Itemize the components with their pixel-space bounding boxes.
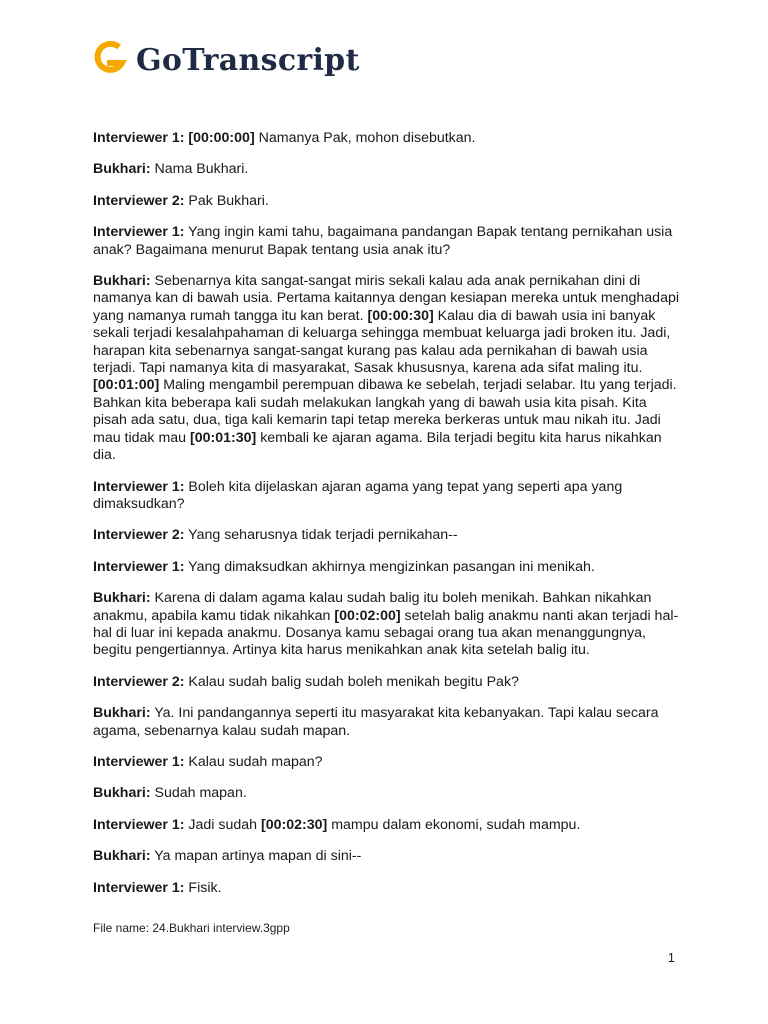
utterance-text: Yang seharusnya tidak terjadi pernikahan-- [184,527,458,544]
transcript-paragraph [93,817,683,834]
transcript-paragraph [93,705,683,740]
transcript-paragraph [93,559,683,576]
transcript-paragraph [93,590,683,660]
transcript-paragraph [93,754,683,771]
gotranscript-logo-icon [92,38,128,82]
transcript-paragraph [93,785,683,802]
transcript-body [93,130,683,911]
speaker-label: Interviewer 1: [93,816,185,833]
transcript-paragraph [93,479,683,514]
utterance-text: Jadi sudah [184,816,261,833]
transcript-paragraph [93,880,683,897]
transcript-paragraph [93,674,683,691]
utterance-text: Kalau dia di bawah usia ini banyak sekali terjadi kesalahpahaman di keluarga sehingga membuat keluarga jadi broken itu. Jadi, harapan kita sebenarnya sangat-sangat kurang pas kalau ada pernikahan di bawah usia terjadi. Tapi namanya kita di masyarakat, Sasak khususnya, karena ada sifat maling itu. [93,307,671,377]
utterance-text: Sebenarnya kita sangat-sangat miris sekali kalau ada anak pernikahan dini di namanya kan di bawah usia. Pertama kaitannya dengan kesiapan mereka untuk menghadapi yang namanya rumah tangga itu kan berat. [93,273,680,324]
utterance-text: mampu dalam ekonomi, sudah mampu. [327,816,581,833]
timestamp: [00:02:30] [261,816,328,833]
speaker-label: Bukhari: [93,705,151,722]
speaker-label: Interviewer 1: [93,558,185,575]
timestamp: [00:00:30] [367,307,434,324]
transcript-paragraph [93,273,683,464]
speaker-label: Interviewer 1: [93,478,185,495]
speaker-label: Bukhari: [93,785,151,802]
utterance-text: Sudah mapan. [150,785,247,802]
utterance-text: Ya. Ini pandangannya seperti itu masyarakat kita kebanyakan. Tapi kalau secara agama, sebenarnya kalau sudah mapan. [93,705,659,739]
speaker-label: Interviewer 2: [93,192,185,209]
utterance-text: Kalau sudah balig sudah boleh menikah begitu Pak? [184,673,519,690]
utterance-text: setelah balig anakmu nanti akan terjadi hal-hal di luar ini kepada anakmu. Dosanya kamu sebagai orang tua akan menanggungnya, begitu pengertiannya. Artinya kita harus menikahkan anak kita setelah balig itu. [93,607,679,659]
speaker-label: Interviewer 2: [93,527,185,544]
transcript-paragraph [93,848,683,865]
utterance-text: Ya mapan artinya mapan di sini-- [150,848,362,865]
utterance-text: Yang dimaksudkan akhirnya mengizinkan pasangan ini menikah. [184,558,595,575]
utterance-text: kembali ke ajaran agama. Bila terjadi begitu kita harus nikahkan dia. [93,429,662,464]
utterance-text: Boleh kita dijelaskan ajaran agama yang tepat yang seperti apa yang dimaksudkan? [93,478,623,512]
speaker-label: Interviewer 1: [93,879,185,896]
page-number: 1 [667,950,675,965]
timestamp: [00:02:00] [334,607,401,624]
transcript-paragraph [93,130,683,147]
speaker-label: Bukhari: [93,848,151,865]
utterance-text: Namanya Pak, mohon disebutkan. [254,130,476,146]
timestamp: [00:01:00] [93,377,160,394]
speaker-label: Bukhari: [93,273,151,290]
speaker-label: Bukhari: [93,590,151,607]
transcript-paragraph [93,161,683,178]
utterance-text: Maling mengambil perempuan dibawa ke sebelah, terjadi selabar. Itu yang terjadi. Bahkan kita beberapa kali sudah melakukan langkah yang di bawah usia kita pisah. Kita pisah ada satu, dua, tiga kali kemarin tapi tetap mereka berkeras untuk mau nikah itu. Jadi mau tidak mau [93,377,677,446]
logo-text: GoTranscript [136,42,360,78]
transcript-paragraph [93,527,683,544]
utterance-text: Karena di dalam agama kalau sudah balig itu boleh menikah. Bahkan nikahkan anakmu, apabila kamu tidak nikahkan [93,590,652,624]
speaker-label: Interviewer 1: [93,224,185,241]
utterance-text: Nama Bukhari. [150,161,249,178]
utterance-text: Yang ingin kami tahu, bagaimana pandangan Bapak tentang pernikahan usia anak? Bagaimana menurut Bapak tentang usia anak itu? [93,224,673,258]
transcript-paragraph [93,193,683,210]
timestamp: [00:01:30] [190,429,257,446]
speaker-label: Interviewer 2: [93,673,185,690]
transcript-paragraph [93,224,683,259]
speaker-label: Bukhari: [93,161,151,178]
gotranscript-logo [92,38,360,82]
speaker-label: Interviewer 1: [93,753,185,770]
utterance-text: Fisik. [184,879,222,896]
timestamp: [00:00:00] [184,130,255,146]
file-name: File name: 24.Bukhari interview.3gpp [93,921,290,935]
speaker-label: Interviewer 1: [93,130,185,146]
utterance-text: Kalau sudah mapan? [184,753,323,770]
utterance-text: Pak Bukhari. [184,192,269,209]
